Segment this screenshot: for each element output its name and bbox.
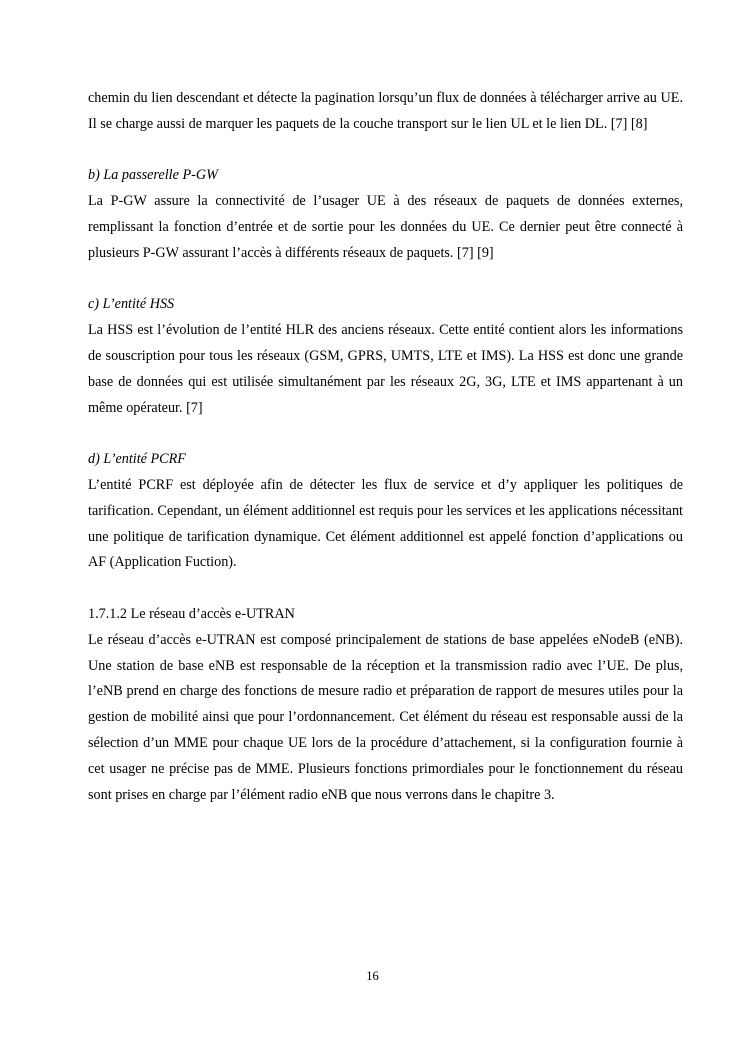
spacer — [88, 421, 683, 447]
pcrf-heading: d) L’entité PCRF — [88, 451, 186, 468]
eutran-paragraph: Le réseau d’accès e-UTRAN est composé principalement de stations de base appelées eNodeB (eNB). Une station de base eNB est responsable de la réception et la transmission radio avec l’UE. De plus, l’eNB prend en charge des fonctions de mesure radio et préparation de rapport de mesures utiles pour la gestion de mobilité ainsi que pour l’ordonnancement. Cet élément du réseau est responsable aussi de la sélection d’un MME pour chaque UE lors de la procédure d’attachement, si la configuration fournie à cet usager ne précise pas de MME. Plusieurs fonctions primordiales pour le fonctionnement du réseau sont prises en charge par l’élément radio eNB que nous verrons dans le chapitre 3. — [88, 631, 683, 803]
hss-heading: c) L’entité HSS — [88, 296, 175, 313]
pgw-paragraph: La P-GW assure la connectivité de l’usager UE à des réseaux de paquets de données externes, remplissant la fonction d’entrée et de sortie pour les données du UE. Ce dernier peut être connecté à plusieurs P-GW assurant l’accès à différents réseaux de paquets. [7] [9] — [88, 193, 683, 261]
spacer — [88, 576, 683, 602]
pgw-heading: b) La passerelle P-GW — [88, 167, 218, 184]
page-number: 16 — [366, 969, 379, 983]
spacer — [88, 267, 683, 293]
document-body — [88, 86, 683, 808]
eutran-section-title: 1.7.1.2 Le réseau d’accès e-UTRAN — [88, 605, 295, 622]
spacer — [88, 138, 683, 164]
hss-paragraph: La HSS est l’évolution de l’entité HLR des anciens réseaux. Cette entité contient alors les informations de souscription pour tous les réseaux (GSM, GPRS, UMTS, LTE et IMS). La HSS est donc une grande base de données qui est utilisée simultanément par les réseaux 2G, 3G, LTE et IMS appartenant à un même opérateur. [7] — [88, 322, 683, 416]
pcrf-paragraph: L’entité PCRF est déployée afin de détecter les flux de service et d’y appliquer les politiques de tarification. Cependant, un élément additionnel est requis pour les services et les applications nécessitant une politique de tarification dynamique. Cet élément additionnel est appelé fonction d’applications ou AF (Application Fuction). — [88, 476, 683, 571]
intro-paragraph: chemin du lien descendant et détecte la pagination lorsqu’un flux de données à télécharger arrive au UE. Il se charge aussi de marquer les paquets de la couche transport sur le lien UL et le lien DL. [7] [8] — [88, 90, 683, 132]
